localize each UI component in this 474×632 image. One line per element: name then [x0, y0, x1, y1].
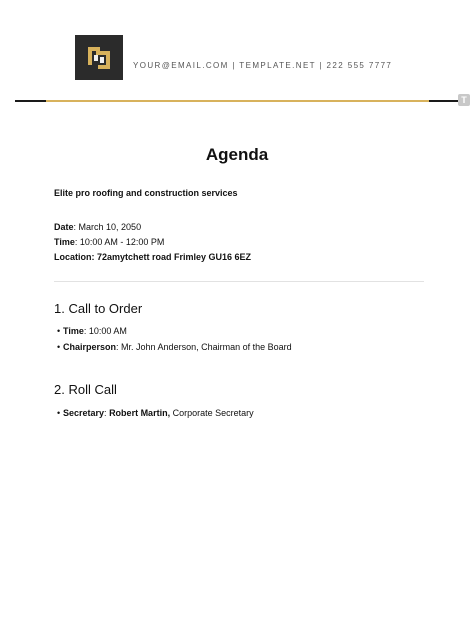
template-badge-icon[interactable]: T [458, 94, 470, 106]
list-item: • Time: 10:00 AM [57, 326, 127, 336]
item-label: Time [63, 326, 84, 336]
header-rule-accent [46, 100, 429, 102]
section-heading-call-to-order: 1. Call to Order [54, 301, 143, 316]
meta-time-label: Time [54, 237, 75, 247]
section-divider [54, 281, 424, 282]
bullet-icon: • [57, 342, 61, 352]
meta-location-label: Location [54, 252, 92, 262]
company-name: Elite pro roofing and construction services [54, 188, 238, 198]
item-label: Chairperson [63, 342, 117, 352]
meta-location-value: 72amytchett road Frimley GU16 6EZ [97, 252, 252, 262]
meta-time-value: 10:00 AM - 12:00 PM [79, 237, 165, 247]
item-label: Secretary [63, 408, 105, 418]
meta-date-value: March 10, 2050 [78, 222, 142, 232]
item-value: Corporate Secretary [172, 408, 254, 418]
item-value: Mr. John Anderson, Chairman of the Board [121, 342, 292, 352]
meta-time: Time: 10:00 AM - 12:00 PM [54, 237, 165, 247]
header-rule-right [429, 100, 458, 102]
contact-info: YOUR@EMAIL.COM | TEMPLATE.NET | 222 555 7777 [133, 61, 393, 70]
logo-mark-icon [84, 43, 114, 73]
page-title: Agenda [205, 145, 269, 164]
logo [75, 35, 123, 80]
list-item: • Secretary: Robert Martin, Corporate Secretary [57, 408, 254, 418]
section-heading-roll-call: 2. Roll Call [54, 382, 117, 397]
list-item: • Chairperson: Mr. John Anderson, Chairman of the Board [57, 342, 292, 352]
meta-location: Location: 72amytchett road Frimley GU16 6EZ [54, 252, 252, 262]
bullet-icon: • [57, 408, 61, 418]
header-rule-left [15, 100, 46, 102]
item-value-bold: Robert Martin, [109, 408, 171, 418]
bullet-icon: • [57, 326, 61, 336]
meta-date-label: Date [54, 222, 74, 232]
item-value: 10:00 AM [88, 326, 127, 336]
meta-date: Date: March 10, 2050 [54, 222, 142, 232]
